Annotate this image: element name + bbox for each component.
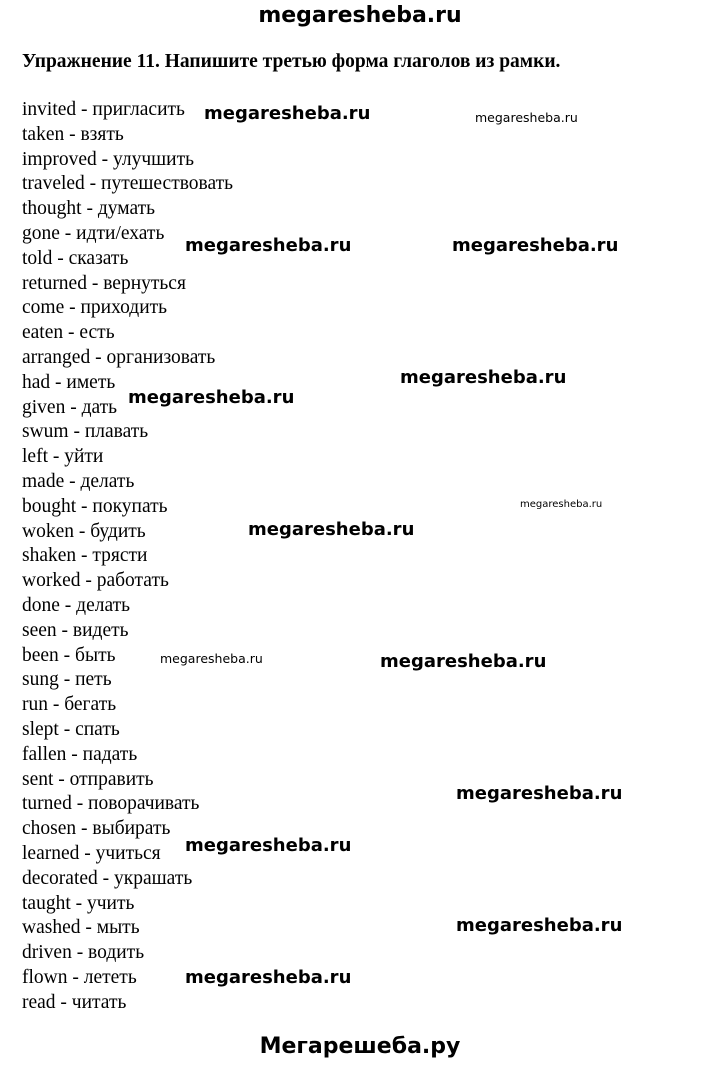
verb-item: gone - идти/ехать: [22, 222, 165, 244]
verb-item: bought - покупать: [22, 495, 168, 517]
verb-item: shaken - трясти: [22, 545, 148, 567]
verb-item: worked - работать: [22, 570, 169, 592]
verb-item: sung - петь: [22, 669, 112, 691]
verb-item: taken - взять: [22, 123, 124, 145]
watermark: megaresheba.ru: [160, 651, 263, 666]
watermark: megaresheba.ru: [456, 783, 623, 804]
verb-item: come - приходить: [22, 297, 168, 319]
verb-item: slept - спать: [22, 718, 120, 740]
verb-item: chosen - выбирать: [22, 818, 171, 840]
verb-item: read - читать: [22, 991, 127, 1013]
site-footer: Мегарешеба.ру: [259, 1034, 461, 1059]
watermark: megaresheba.ru: [204, 103, 371, 124]
watermark: megaresheba.ru: [400, 367, 567, 388]
verb-item: sent - отправить: [22, 768, 154, 790]
watermark: megaresheba.ru: [456, 915, 623, 936]
verb-item: returned - вернуться: [22, 272, 186, 294]
watermark: megaresheba.ru: [520, 499, 603, 510]
site-header: megaresheba.ru: [258, 3, 462, 28]
verb-item: seen - видеть: [22, 619, 129, 641]
verb-item: invited - пригласить: [22, 99, 185, 120]
verb-item: washed - мыть: [22, 917, 140, 939]
verb-item: driven - водить: [22, 942, 145, 964]
watermark: megaresheba.ru: [185, 835, 352, 856]
verb-item: turned - поворачивать: [22, 793, 200, 815]
verb-item: decorated - украшать: [22, 867, 193, 889]
verb-item: traveled - путешествовать: [22, 173, 234, 195]
verb-item: had - иметь: [22, 371, 116, 393]
verb-item: fallen - падать: [22, 743, 138, 765]
verb-item: improved - улучшить: [22, 148, 195, 170]
exercise-title: Упражнение 11. Напишите третью форма глаголов из рамки.: [22, 51, 561, 72]
verb-item: given - дать: [22, 396, 118, 418]
watermark: megaresheba.ru: [475, 110, 578, 125]
verb-item: left - уйти: [22, 446, 104, 468]
verb-item: learned - учиться: [22, 842, 161, 864]
verb-item: eaten - есть: [22, 322, 115, 344]
verb-item: thought - думать: [22, 198, 156, 220]
verb-item: arranged - организовать: [22, 346, 216, 368]
verb-item: swum - плавать: [22, 421, 149, 443]
watermark: megaresheba.ru: [185, 235, 352, 256]
verb-item: told - сказать: [22, 247, 129, 269]
watermark: megaresheba.ru: [380, 651, 547, 672]
verb-item: run - бегать: [22, 694, 117, 716]
verb-item: done - делать: [22, 594, 131, 616]
verb-item: taught - учить: [22, 892, 135, 914]
watermark: megaresheba.ru: [185, 967, 352, 988]
verb-item: woken - будить: [22, 520, 146, 542]
watermark: megaresheba.ru: [128, 387, 295, 408]
verb-item: made - делать: [22, 470, 135, 492]
watermark: megaresheba.ru: [452, 235, 619, 256]
verb-item: been - быть: [22, 644, 116, 666]
watermark: megaresheba.ru: [248, 519, 415, 540]
verb-item: flown - лететь: [22, 966, 137, 988]
